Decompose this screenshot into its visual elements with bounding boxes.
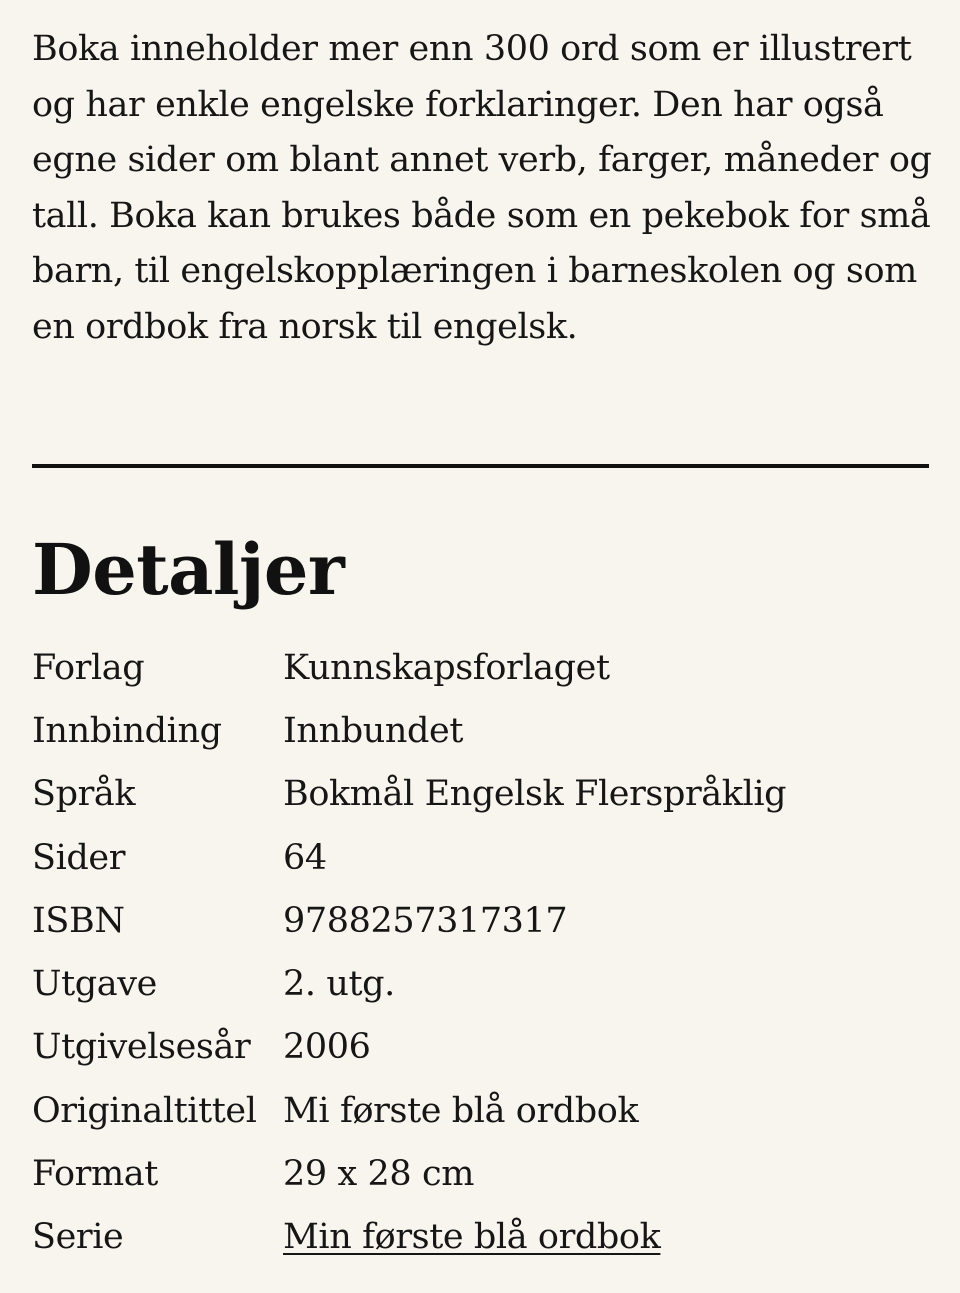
detail-row-originaltittel xyxy=(32,1079,932,1142)
detail-label: Språk xyxy=(32,774,136,815)
detail-row-innbinding xyxy=(32,699,932,762)
detail-row-format xyxy=(32,1142,932,1205)
detail-value: Bokmål Engelsk Flerspråklig xyxy=(283,774,787,815)
detail-row-utgivelsesar xyxy=(32,1016,932,1079)
detail-label: Forlag xyxy=(32,647,145,688)
detail-value: 2. utg. xyxy=(283,964,395,1005)
detail-row-sider xyxy=(32,826,932,889)
detail-label: Utgave xyxy=(32,964,157,1005)
detail-value: Mi første blå ordbok xyxy=(283,1090,639,1131)
details-heading: Detaljer xyxy=(32,528,345,611)
detail-label: ISBN xyxy=(32,900,125,941)
series-link[interactable]: Min første blå ordbok xyxy=(283,1217,661,1258)
detail-label: Utgivelsesår xyxy=(32,1027,251,1068)
detail-value: 2006 xyxy=(283,1027,371,1068)
detail-label: Innbinding xyxy=(32,710,222,751)
detail-value: Kunnskapsforlaget xyxy=(283,647,610,688)
section-divider xyxy=(32,464,929,468)
detail-label: Sider xyxy=(32,837,126,878)
details-table xyxy=(32,636,932,1269)
detail-label: Originaltittel xyxy=(32,1090,257,1131)
detail-row-sprak xyxy=(32,763,932,826)
detail-label: Format xyxy=(32,1154,158,1195)
detail-value-container xyxy=(283,1217,660,1257)
detail-value: 29 x 28 cm xyxy=(283,1154,474,1195)
book-description: Boka inneholder mer enn 300 ord som er illustrert og har enkle engelske forklaringer. Den har også egne sider om blant annet verb, farger, måneder og tall. Boka kan brukes både som en pekebok for små barn, til engelskopplæringen i barneskolen og som en ordbok fra norsk til engelsk. xyxy=(32,29,932,347)
detail-value: 9788257317317 xyxy=(283,900,568,941)
detail-label: Serie xyxy=(32,1217,124,1258)
detail-value: 64 xyxy=(283,837,327,878)
detail-row-utgave xyxy=(32,952,932,1015)
detail-row-isbn xyxy=(32,889,932,952)
detail-row-forlag xyxy=(32,636,932,699)
detail-row-serie xyxy=(32,1206,932,1269)
detail-value: Innbundet xyxy=(283,710,463,751)
